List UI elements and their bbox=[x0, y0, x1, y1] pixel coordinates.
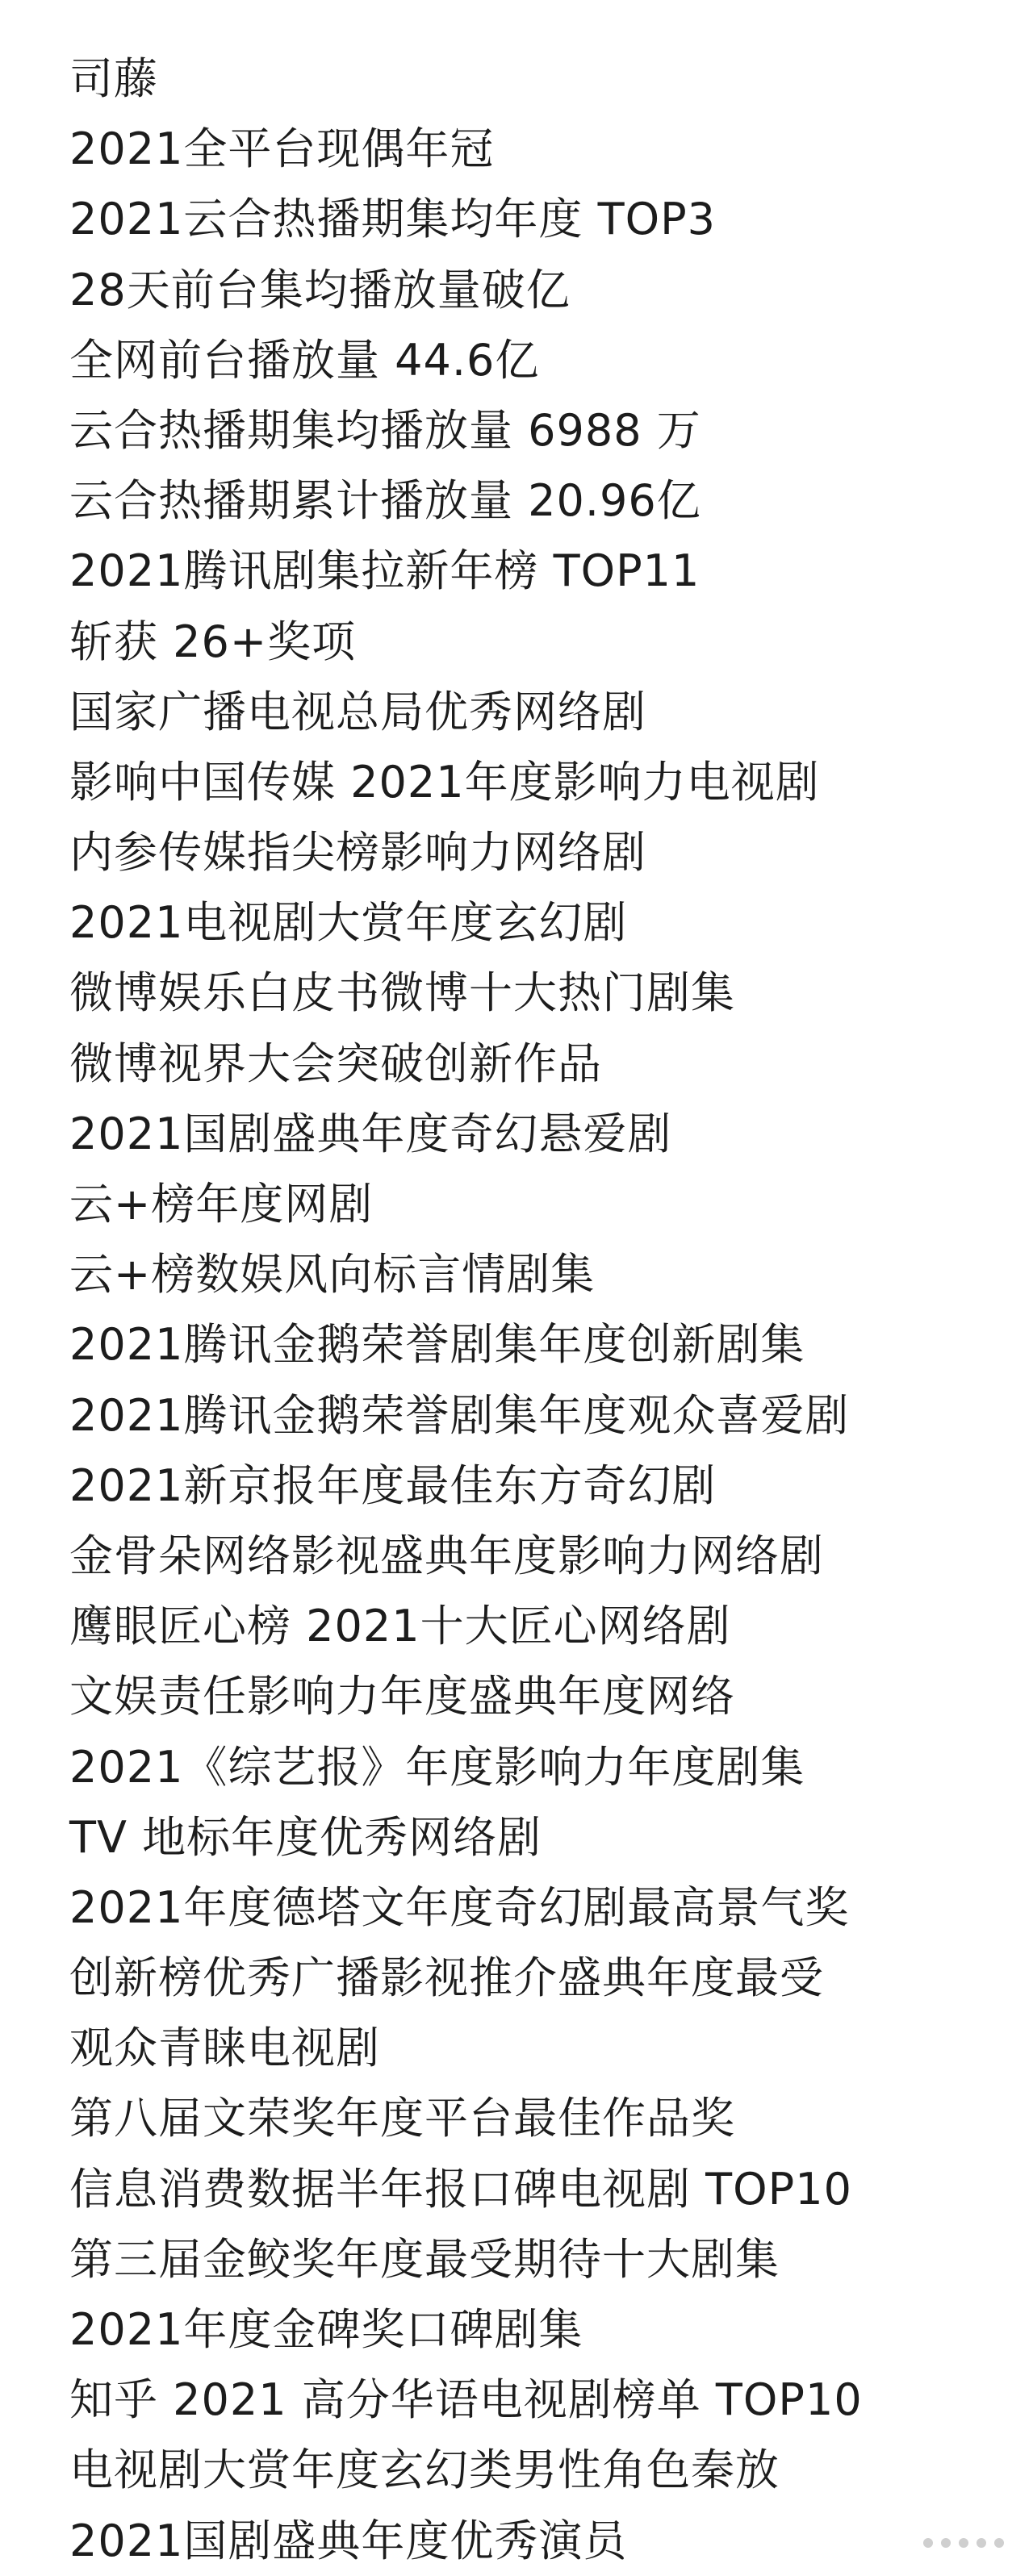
text-line: 云合热播期集均播放量 6988 万 bbox=[69, 404, 701, 456]
text-line: 2021腾讯金鹅荣誉剧集年度创新剧集 bbox=[69, 1319, 805, 1371]
text-line: 内参传媒指尖榜影响力网络剧 bbox=[69, 827, 646, 879]
text-line: 斩获 26+奖项 bbox=[69, 616, 357, 667]
text-line: 2021全平台现偶年冠 bbox=[69, 123, 495, 175]
text-line: 2021云合热播期集均年度 TOP3 bbox=[69, 194, 716, 245]
text-line: 28天前台集均播放量破亿 bbox=[69, 264, 571, 315]
text-line: 第三届金鲛奖年度最受期待十大剧集 bbox=[69, 2233, 780, 2285]
text-line: 2021国剧盛典年度优秀演员 bbox=[69, 2515, 628, 2566]
dot-icon bbox=[977, 2538, 986, 2548]
text-line: 观众青睐电视剧 bbox=[69, 2023, 380, 2074]
text-line: 2021新京报年度最佳东方奇幻剧 bbox=[69, 1459, 717, 1511]
text-line: 文娱责任影响力年度盛典年度网络 bbox=[69, 1671, 735, 1722]
text-line: TV 地标年度优秀网络剧 bbox=[69, 1811, 542, 1863]
text-line: 影响中国传媒 2021年度影响力电视剧 bbox=[69, 756, 820, 808]
text-line: 2021国剧盛典年度奇幻悬爱剧 bbox=[69, 1108, 672, 1159]
text-line: 鹰眼匠心榜 2021十大匠心网络剧 bbox=[69, 1601, 731, 1652]
text-line: 知乎 2021 高分华语电视剧榜单 TOP10 bbox=[69, 2374, 863, 2426]
dot-icon bbox=[959, 2538, 968, 2548]
text-line: 电视剧大赏年度玄幻类男性角色秦放 bbox=[69, 2444, 780, 2496]
text-line: 司藤 bbox=[69, 53, 158, 104]
text-line: 云+榜数娱风向标言情剧集 bbox=[69, 1249, 596, 1301]
text-line: 2021电视剧大赏年度玄幻剧 bbox=[69, 897, 628, 949]
text-line: 2021腾讯金鹅荣誉剧集年度观众喜爱剧 bbox=[69, 1389, 850, 1441]
text-line: 2021年度金碑奖口碑剧集 bbox=[69, 2304, 583, 2355]
text-line: 微博娱乐白皮书微博十大热门剧集 bbox=[69, 967, 735, 1019]
text-line: 2021年度德塔文年度奇幻剧最高景气奖 bbox=[69, 1881, 850, 1933]
text-line: 全网前台播放量 44.6亿 bbox=[69, 334, 540, 386]
text-line: 2021腾讯剧集拉新年榜 TOP11 bbox=[69, 545, 701, 597]
dot-icon bbox=[923, 2538, 933, 2548]
text-line: 信息消费数据半年报口碑电视剧 TOP10 bbox=[69, 2163, 852, 2215]
text-line: 微博视界大会突破创新作品 bbox=[69, 1037, 602, 1089]
dot-icon bbox=[941, 2538, 951, 2548]
text-line: 国家广播电视总局优秀网络剧 bbox=[69, 686, 646, 737]
text-line: 创新榜优秀广播影视推介盛典年度最受 bbox=[69, 1952, 824, 2004]
text-line: 第八届文荣奖年度平台最佳作品奖 bbox=[69, 2093, 735, 2144]
text-line: 云合热播期累计播放量 20.96亿 bbox=[69, 475, 701, 527]
text-line: 2021《综艺报》年度影响力年度剧集 bbox=[69, 1741, 805, 1793]
text-line: 金骨朵网络影视盛典年度影响力网络剧 bbox=[69, 1530, 824, 1581]
more-dots-icon bbox=[923, 2538, 1004, 2548]
text-line: 云+榜年度网剧 bbox=[69, 1179, 374, 1230]
dot-icon bbox=[994, 2538, 1004, 2548]
